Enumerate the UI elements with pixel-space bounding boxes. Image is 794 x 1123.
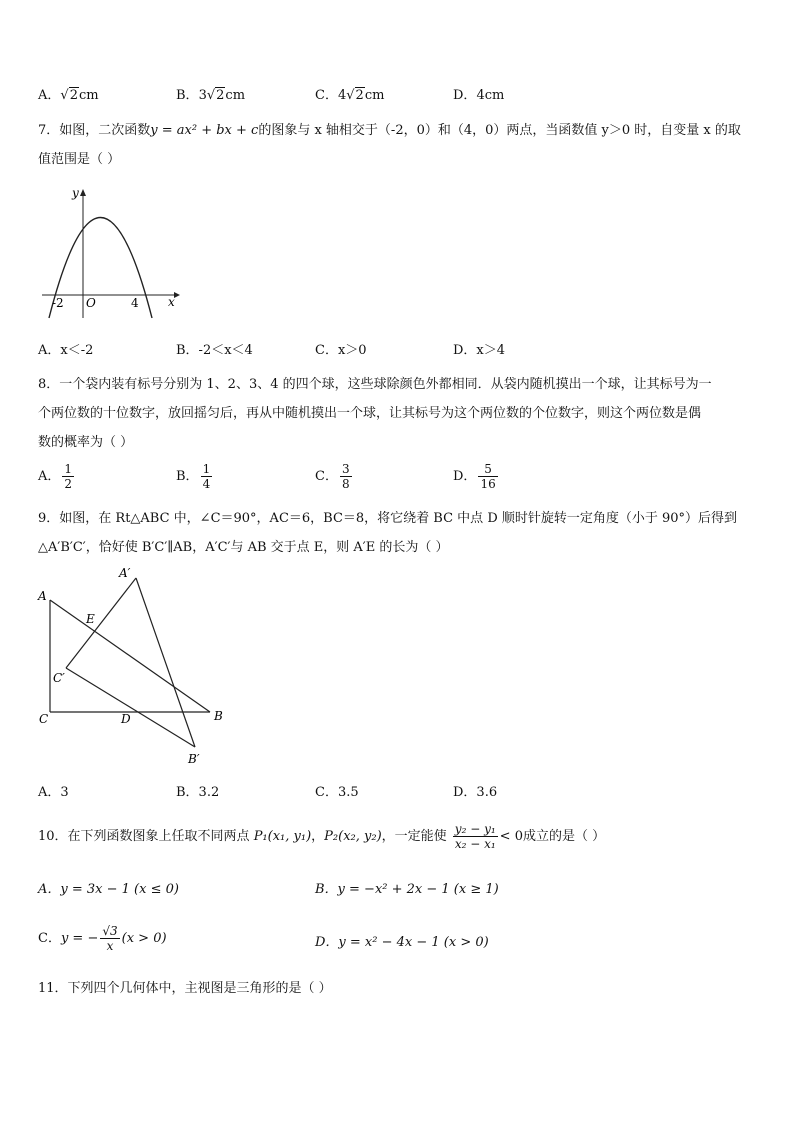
q8-line1: 8．一个袋内装有标号分别为 1、2、3、4 的四个球，这些球除颜色外都相同．从袋内随机摸出一个球，让其标号为一 [38, 377, 712, 392]
q7-option-c: C．x＞0 [315, 343, 367, 358]
q9-option-c: C．3.5 [315, 785, 359, 800]
q7-y-label: y [72, 186, 79, 200]
q10-option-c: C．y = − $\frac{√3}{x}$ (x > 0) [38, 924, 167, 953]
q7-parabola-graph [36, 184, 186, 320]
q6-option-b: B．3√2cm [176, 88, 246, 103]
q8-line3: 数的概率为（ ） [38, 435, 134, 450]
q9-stem [38, 504, 758, 562]
q9-segment-a1b1 [136, 578, 195, 747]
q9-line2: △A′B′C′，恰好使 B′C′∥AB，A′C′与 AB 交于点 E，则 A′E 的长为（ ） [38, 540, 449, 555]
q7-x-label: x [168, 295, 175, 309]
q9-segment-b1c1 [66, 668, 195, 747]
q9-segment-ab [50, 600, 210, 712]
q9-label-b: B [214, 709, 223, 723]
q9-label-c-prime: C′ [53, 671, 65, 685]
q10-option-a: A．y = 3x − 1 (x ≤ 0) [38, 882, 179, 897]
q7-stem [38, 116, 758, 174]
q6-option-a: A．√2cm [38, 88, 99, 103]
q6-option-c: C．4√2cm [315, 88, 385, 103]
q7-y-arrow-icon [80, 189, 86, 196]
q8-option-b: B． $\frac{1}{4}$ [176, 462, 211, 491]
q9-label-b-prime: B′ [188, 752, 200, 766]
q9-option-d: D．3.6 [453, 785, 498, 800]
q7-right-root-label: 4 [131, 296, 139, 310]
q7-option-b: B．-2＜x＜4 [176, 343, 253, 358]
q7-x-arrow-icon [174, 292, 180, 298]
q9-triangle-figure [30, 560, 240, 775]
q10-stem: 10．在下列函数图象上任取不同两点 P₁(x₁, y₁)，P₂(x₂, y₂)，一定能使 $\frac{\text{y₂ − y₁}}{\text{x₂ − x₁}}$ < 0成立的是（ ） [38, 822, 606, 851]
q8-option-a: A． $\frac{1}{2}$ [38, 462, 73, 491]
q7-left-root-label: -2 [52, 296, 64, 310]
q10-option-b: B．y = −x² + 2x − 1 (x ≥ 1) [315, 882, 499, 897]
q10-point-p1: P₁(x₁, y₁) [253, 829, 312, 844]
q8-stem [38, 370, 758, 457]
q9-line1: 9．如图，在 Rt△ABC 中，∠C＝90°，AC＝6，BC＝8，将它绕着 BC 中点 D 顺时针旋转一定角度（小于 90°）后得到 [38, 511, 738, 526]
q9-label-a: A [38, 589, 47, 603]
q7-option-a: A．x＜-2 [38, 343, 94, 358]
q9-label-e: E [86, 612, 95, 626]
q7-line1: 7．如图，二次函数y = ax² + bx + c的图象与 x 轴相交于（-2，0）和（4，0）两点，当函数值 y＞0 时，自变量 x 的取 [38, 123, 741, 138]
q7-line2: 值范围是（ ） [38, 152, 121, 167]
q10-option-d: D．y = x² − 4x − 1 (x > 0) [315, 935, 489, 950]
q10-slope-fraction: $\frac{\text{y₂ − y₁}}{\text{x₂ − x₁}}$ [454, 822, 496, 851]
q8-line2: 个两位数的十位数字，放回摇匀后，再从中随机摸出一个球，让其标号为这个两位数的个位数字，则这个两位数是偶 [38, 406, 702, 421]
q8-option-c: C． $\frac{3}{8}$ [315, 462, 350, 491]
q9-label-c: C [39, 712, 49, 726]
q6-option-d: D．4cm [453, 88, 505, 103]
q9-label-d: D [121, 712, 131, 726]
q9-label-a-prime: A′ [119, 566, 131, 580]
q8-option-d: D． $\frac{5}{16}$ [453, 462, 496, 491]
q11-stem: 11．下列四个几何体中，主视图是三角形的是（ ） [38, 981, 332, 996]
q7-origin-label: O [86, 296, 96, 310]
q9-option-b: B．3.2 [176, 785, 220, 800]
q7-option-d: D．x＞4 [453, 343, 506, 358]
q9-option-a: A．3 [38, 785, 69, 800]
q9-segment-a1c1 [66, 578, 136, 668]
q10-point-p2: P₂(x₂, y₂) [324, 829, 382, 844]
